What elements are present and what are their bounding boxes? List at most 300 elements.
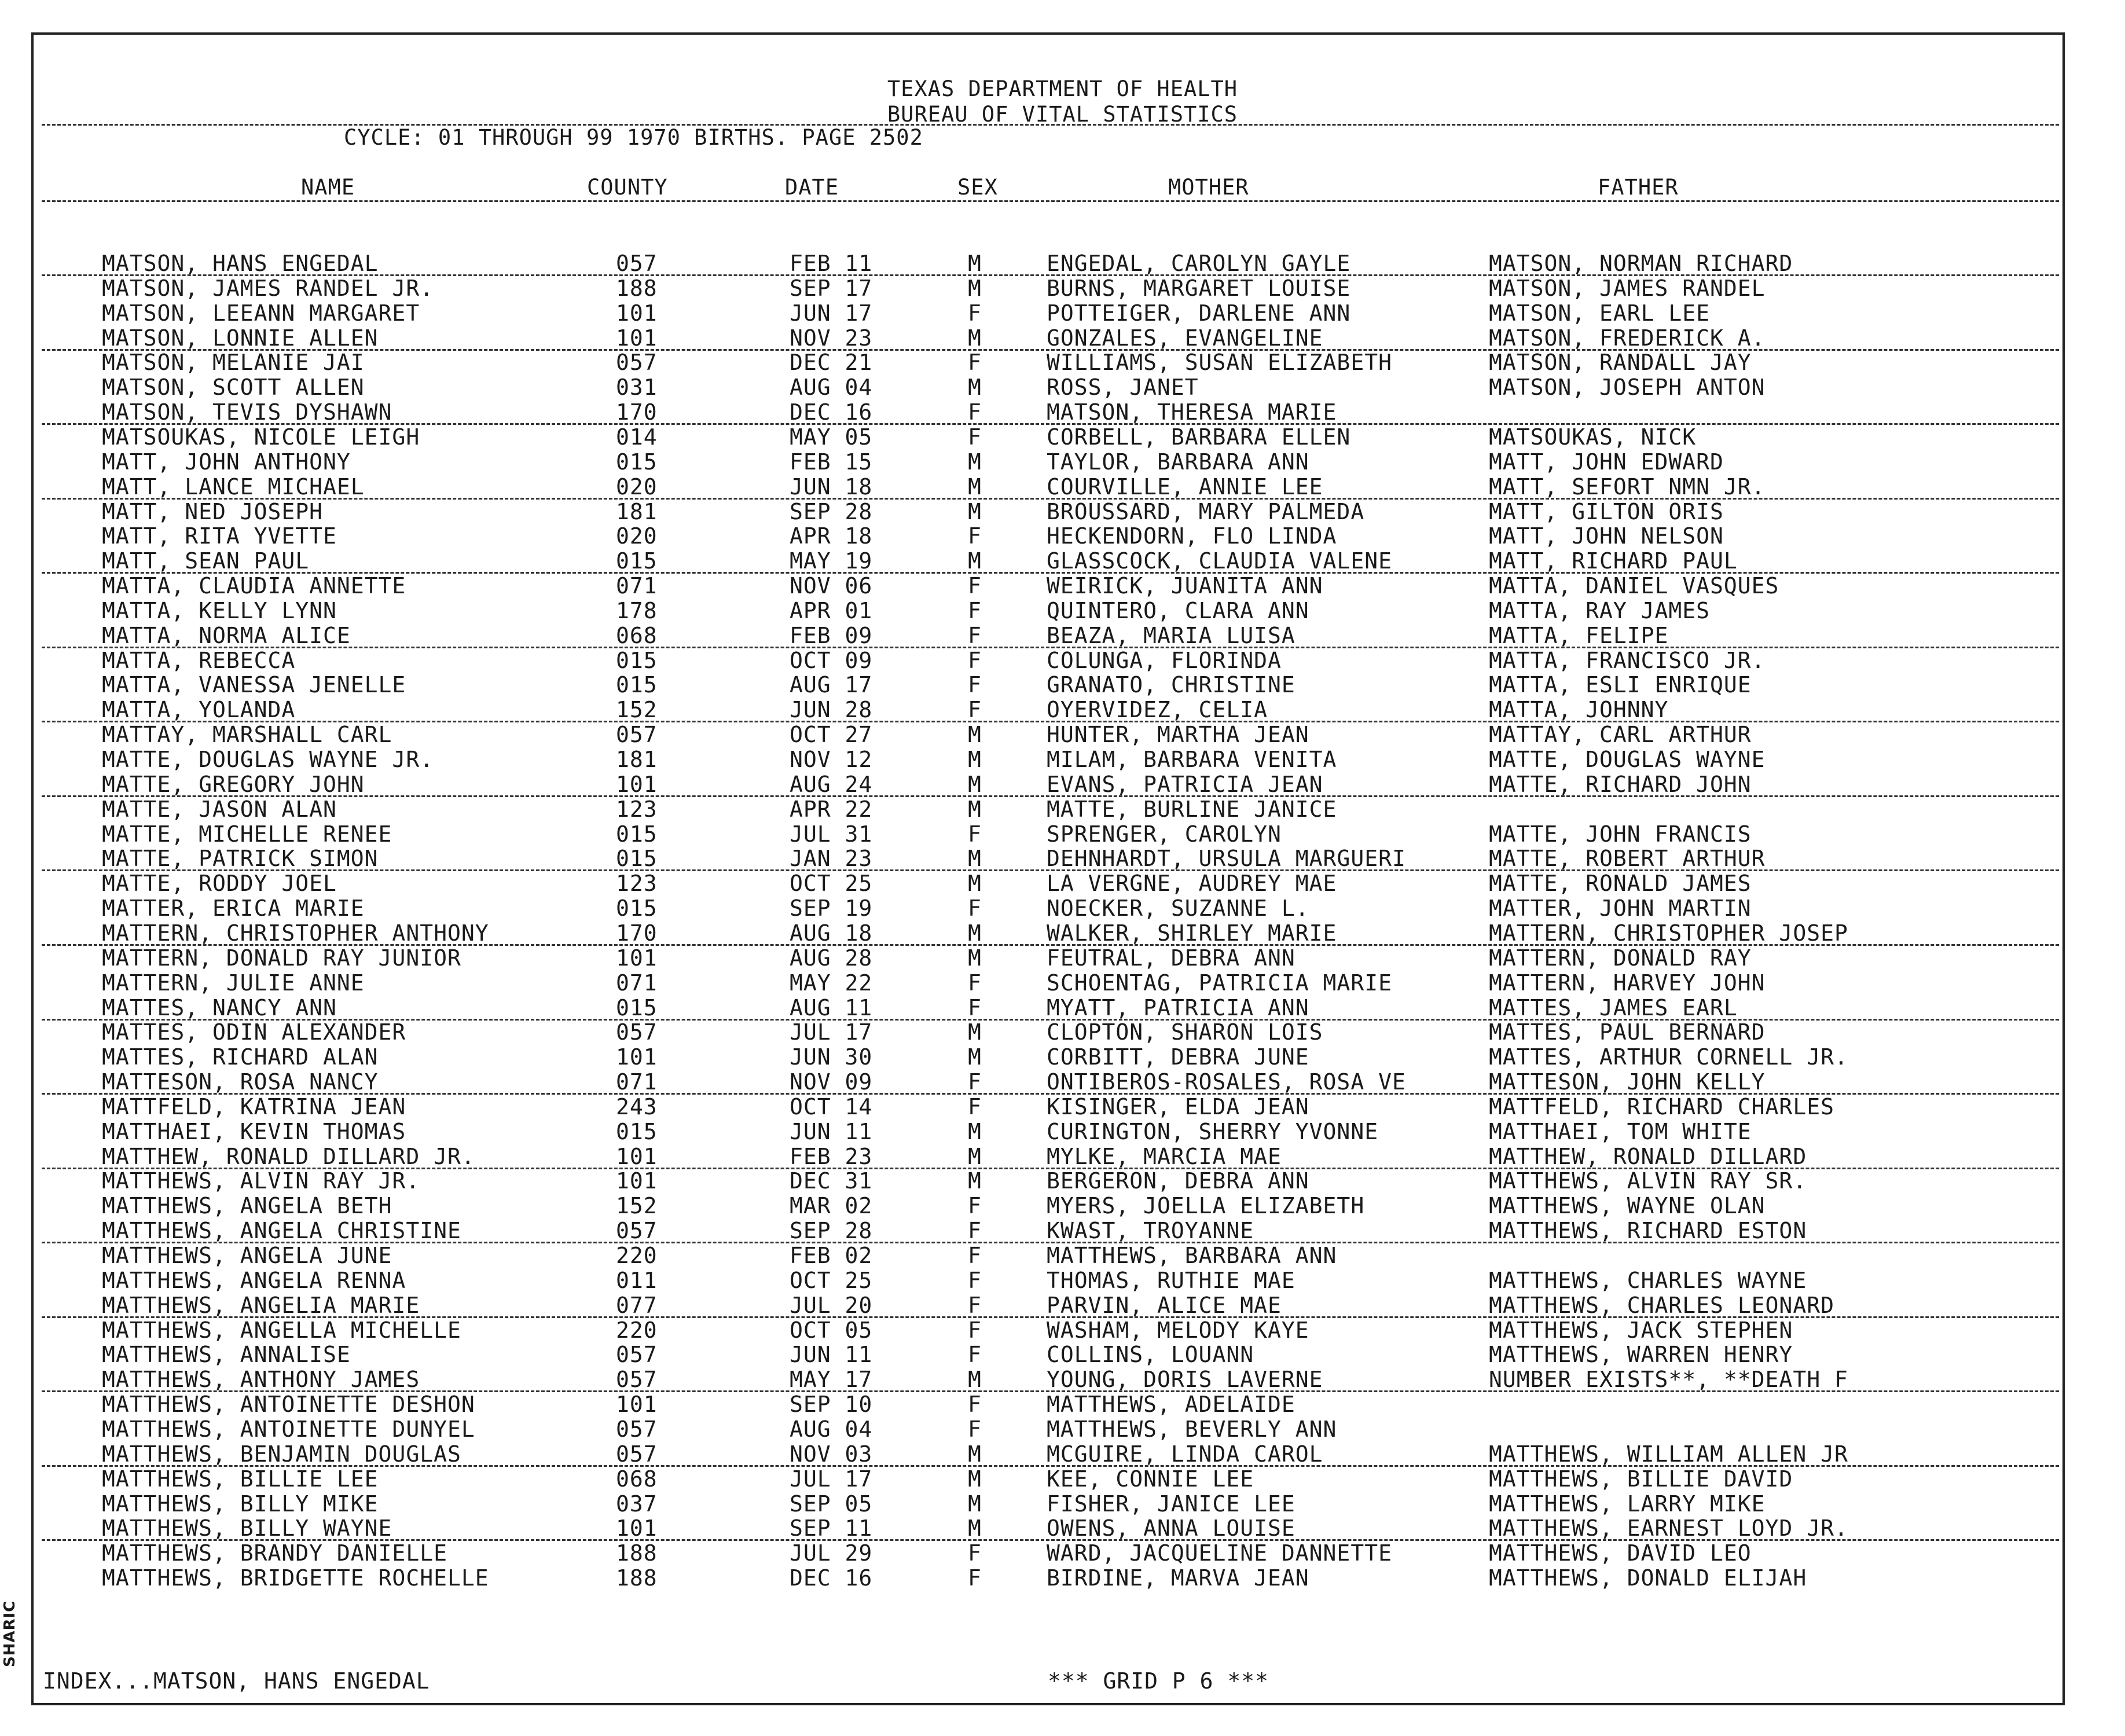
cell-sex: M: [968, 722, 982, 748]
table-row: [0, 673, 2125, 698]
cell-county: 057: [616, 722, 658, 748]
cell-county: 057: [616, 1218, 658, 1244]
cell-father: MATTESON, JOHN KELLY: [1489, 1069, 1766, 1095]
cell-father: MATT, SEFORT NMN JR.: [1489, 474, 1766, 500]
cell-father: MATTES, ARTHUR CORNELL JR.: [1489, 1044, 1848, 1070]
cell-name: MATSON, LONNIE ALLEN: [102, 325, 379, 351]
cell-sex: F: [968, 1540, 982, 1566]
cell-father: MATT, GILTON ORIS: [1489, 498, 1724, 524]
table-row: [0, 500, 2125, 524]
cell-date: FEB 15: [790, 449, 873, 475]
cell-mother: CURINGTON, SHERRY YVONNE: [1047, 1118, 1379, 1144]
cell-sex: M: [968, 1168, 982, 1194]
cell-county: 071: [616, 1069, 658, 1095]
table-row: [0, 846, 2125, 871]
cell-county: 101: [616, 771, 658, 797]
cell-sex: F: [968, 1392, 982, 1418]
cell-father: MATTHEWS, JACK STEPHEN: [1489, 1317, 1793, 1343]
table-row: [0, 301, 2125, 326]
cell-name: MATTA, VANESSA JENELLE: [102, 672, 406, 698]
cell-father: MATTA, FELIPE: [1489, 622, 1669, 648]
cell-father: MATTA, ESLI ENRIQUE: [1489, 672, 1752, 698]
cell-name: MATTERN, CHRISTOPHER ANTHONY: [102, 920, 489, 946]
cell-name: MATTA, NORMA ALICE: [102, 622, 351, 648]
cell-county: 015: [616, 994, 658, 1021]
cell-father: MATTERN, DONALD RAY: [1489, 945, 1752, 971]
cell-sex: F: [968, 1565, 982, 1591]
index-line: INDEX...MATSON, HANS ENGEDAL: [43, 1668, 430, 1694]
table-row: [0, 375, 2125, 400]
cell-name: MATTAY, MARSHALL CARL: [102, 722, 392, 748]
column-header-date: DATE: [785, 175, 839, 200]
cell-name: MATTHEWS, ANTHONY JAMES: [102, 1367, 420, 1393]
cell-mother: DEHNHARDT, URSULA MARGUERI: [1047, 846, 1406, 872]
table-row: [0, 599, 2125, 623]
cell-father: MATSON, NORMAN RICHARD: [1489, 251, 1793, 276]
table-row: [0, 1392, 2125, 1417]
table-row: [0, 1492, 2125, 1517]
cell-mother: GLASSCOCK, CLAUDIA VALENE: [1047, 548, 1392, 574]
cell-name: MATTA, KELLY LYNN: [102, 597, 337, 623]
table-row: [0, 1516, 2125, 1541]
cell-sex: M: [968, 1044, 982, 1070]
cell-sex: M: [968, 771, 982, 797]
table-row: [0, 896, 2125, 921]
cell-county: 037: [616, 1491, 658, 1517]
cell-name: MATT, LANCE MICHAEL: [102, 474, 365, 500]
cell-mother: MYATT, PATRICIA ANN: [1047, 994, 1309, 1021]
cell-name: MATSON, TEVIS DYSHAWN: [102, 399, 392, 425]
cell-mother: CORBELL, BARBARA ELLEN: [1047, 424, 1351, 450]
cell-date: SEP 05: [790, 1491, 873, 1517]
cell-mother: NOECKER, SUZANNE L.: [1047, 895, 1309, 922]
cell-county: 220: [616, 1243, 658, 1268]
cell-sex: F: [968, 895, 982, 922]
cell-mother: OYERVIDEZ, CELIA: [1047, 697, 1268, 723]
cell-name: MATSON, JAMES RANDEL JR.: [102, 275, 434, 301]
cell-father: MATTHAEI, TOM WHITE: [1489, 1118, 1752, 1144]
cell-mother: MATTHEWS, BARBARA ANN: [1047, 1243, 1337, 1268]
cell-sex: F: [968, 350, 982, 376]
cell-county: 015: [616, 821, 658, 847]
table-row: [0, 251, 2125, 276]
cell-sex: M: [968, 325, 982, 351]
cell-mother: CORBITT, DEBRA JUNE: [1047, 1044, 1309, 1070]
cell-sex: F: [968, 573, 982, 599]
cell-father: MATTE, RICHARD JOHN: [1489, 771, 1752, 797]
cell-mother: GRANATO, CHRISTINE: [1047, 672, 1295, 698]
cell-date: OCT 25: [790, 1267, 873, 1293]
table-row: [0, 1367, 2125, 1392]
cell-father: MATTHEWS, CHARLES WAYNE: [1489, 1267, 1807, 1293]
cell-date: FEB 09: [790, 622, 873, 648]
cell-father: MATTERN, HARVEY JOHN: [1489, 970, 1766, 996]
cell-county: 020: [616, 523, 658, 549]
cell-date: JUN 17: [790, 300, 873, 326]
cell-sex: F: [968, 1292, 982, 1318]
cell-father: MATTE, DOUGLAS WAYNE: [1489, 747, 1766, 772]
cell-county: 031: [616, 375, 658, 401]
cell-date: NOV 12: [790, 747, 873, 772]
cell-name: MATT, SEAN PAUL: [102, 548, 310, 574]
cell-father: MATT, JOHN EDWARD: [1489, 449, 1724, 475]
cell-sex: F: [968, 1243, 982, 1268]
cell-sex: M: [968, 275, 982, 301]
column-header-sex: SEX: [957, 175, 998, 200]
cell-sex: F: [968, 622, 982, 648]
cell-date: MAY 17: [790, 1367, 873, 1393]
cell-county: 170: [616, 920, 658, 946]
column-header-name: NAME: [301, 175, 355, 200]
cell-date: AUG 04: [790, 375, 873, 401]
cell-date: JUN 18: [790, 474, 873, 500]
cell-name: MATTHEWS, ANGELA RENNA: [102, 1267, 406, 1293]
cell-mother: PARVIN, ALICE MAE: [1047, 1292, 1282, 1318]
cycle-line: CYCLE: 01 THROUGH 99 1970 BIRTHS. PAGE 2502: [344, 125, 923, 150]
table-row: [0, 549, 2125, 574]
cell-mother: BURNS, MARGARET LOUISE: [1047, 275, 1351, 301]
cell-name: MATTHEWS, ALVIN RAY JR.: [102, 1168, 420, 1194]
table-row: [0, 524, 2125, 549]
cell-mother: THOMAS, RUTHIE MAE: [1047, 1267, 1295, 1293]
cell-sex: M: [968, 747, 982, 772]
cell-mother: BROUSSARD, MARY PALMEDA: [1047, 498, 1365, 524]
cell-name: MATSON, SCOTT ALLEN: [102, 375, 365, 401]
cell-sex: M: [968, 1367, 982, 1393]
cell-mother: MATTHEWS, ADELAIDE: [1047, 1392, 1295, 1418]
table-row: [0, 1144, 2125, 1169]
table-row: [0, 1566, 2125, 1591]
cell-name: MATTHEW, RONALD DILLARD JR.: [102, 1143, 475, 1169]
cell-mother: SPRENGER, CAROLYN: [1047, 821, 1282, 847]
table-row: [0, 871, 2125, 896]
cell-date: JAN 23: [790, 846, 873, 872]
cell-mother: KISINGER, ELDA JEAN: [1047, 1093, 1309, 1120]
cell-father: MATTE, ROBERT ARTHUR: [1489, 846, 1766, 872]
cell-sex: F: [968, 1317, 982, 1343]
cell-date: SEP 28: [790, 498, 873, 524]
cell-date: NOV 06: [790, 573, 873, 599]
cell-county: 243: [616, 1093, 658, 1120]
cell-county: 015: [616, 449, 658, 475]
cell-county: 068: [616, 622, 658, 648]
table-row: [0, 623, 2125, 648]
cell-county: 057: [616, 1441, 658, 1467]
bureau-title: BUREAU OF VITAL STATISTICS: [887, 102, 1238, 127]
cell-sex: M: [968, 1466, 982, 1492]
cell-sex: F: [968, 1193, 982, 1219]
cell-sex: F: [968, 1218, 982, 1244]
cell-father: MATTHEWS, BILLIE DAVID: [1489, 1466, 1793, 1492]
cell-mother: WEIRICK, JUANITA ANN: [1047, 573, 1323, 599]
cell-mother: KWAST, TROYANNE: [1047, 1218, 1254, 1244]
cell-date: JUN 30: [790, 1044, 873, 1070]
cell-sex: F: [968, 1416, 982, 1442]
cell-sex: M: [968, 796, 982, 822]
department-title: TEXAS DEPARTMENT OF HEALTH: [887, 76, 1238, 101]
table-row: [0, 996, 2125, 1021]
cell-mother: BEAZA, MARIA LUISA: [1047, 622, 1295, 648]
cell-mother: QUINTERO, CLARA ANN: [1047, 597, 1309, 623]
table-row: [0, 1342, 2125, 1367]
cell-father: MATTA, FRANCISCO JR.: [1489, 647, 1766, 673]
cell-sex: M: [968, 1143, 982, 1169]
cell-county: 014: [616, 424, 658, 450]
cell-father: MATSON, EARL LEE: [1489, 300, 1711, 326]
cell-date: AUG 24: [790, 771, 873, 797]
table-row: [0, 1467, 2125, 1492]
cell-father: MATSON, FREDERICK A.: [1489, 325, 1766, 351]
table-row: [0, 425, 2125, 450]
cell-mother: WASHAM, MELODY KAYE: [1047, 1317, 1309, 1343]
cell-father: MATTES, PAUL BERNARD: [1489, 1019, 1766, 1045]
cell-father: MATTHEW, RONALD DILLARD: [1489, 1143, 1807, 1169]
cell-sex: M: [968, 1118, 982, 1144]
cell-name: MATTA, REBECCA: [102, 647, 296, 673]
cell-mother: MYLKE, MARCIA MAE: [1047, 1143, 1282, 1169]
cell-county: 188: [616, 1540, 658, 1566]
cell-father: MATTHEWS, RICHARD ESTON: [1489, 1218, 1807, 1244]
cell-date: AUG 18: [790, 920, 873, 946]
table-row: [0, 1243, 2125, 1268]
cell-father: MATTER, JOHN MARTIN: [1489, 895, 1752, 922]
cell-county: 181: [616, 498, 658, 524]
cell-county: 181: [616, 747, 658, 772]
cell-father: MATT, RICHARD PAUL: [1489, 548, 1738, 574]
cell-date: MAY 22: [790, 970, 873, 996]
cell-mother: COLLINS, LOUANN: [1047, 1342, 1254, 1368]
cell-county: 123: [616, 871, 658, 897]
cell-mother: SCHOENTAG, PATRICIA MARIE: [1047, 970, 1392, 996]
cell-mother: WARD, JACQUELINE DANNETTE: [1047, 1540, 1392, 1566]
cell-county: 170: [616, 399, 658, 425]
cell-date: SEP 19: [790, 895, 873, 922]
cell-father: MATTHEWS, DAVID LEO: [1489, 1540, 1752, 1566]
side-label: SHARIC: [1, 1600, 19, 1667]
table-row: [0, 1169, 2125, 1194]
cell-father: MATTHEWS, CHARLES LEONARD: [1489, 1292, 1834, 1318]
table-row: [0, 921, 2125, 946]
cell-mother: BERGERON, DEBRA ANN: [1047, 1168, 1309, 1194]
cell-sex: M: [968, 251, 982, 276]
cell-sex: F: [968, 1093, 982, 1120]
cell-mother: ENGEDAL, CAROLYN GAYLE: [1047, 251, 1351, 276]
cell-father: MATTHEWS, WARREN HENRY: [1489, 1342, 1793, 1368]
table-row: [0, 1268, 2125, 1293]
cell-mother: MYERS, JOELLA ELIZABETH: [1047, 1193, 1365, 1219]
table-row: [0, 1541, 2125, 1566]
cell-date: NOV 03: [790, 1441, 873, 1467]
cell-sex: M: [968, 1491, 982, 1517]
cell-county: 101: [616, 1044, 658, 1070]
cell-name: MATTE, MICHELLE RENEE: [102, 821, 392, 847]
cell-father: MATTHEWS, ALVIN RAY SR.: [1489, 1168, 1807, 1194]
cell-date: JUL 29: [790, 1540, 873, 1566]
cell-date: SEP 11: [790, 1515, 873, 1542]
cell-sex: F: [968, 821, 982, 847]
cell-sex: F: [968, 994, 982, 1021]
cell-county: 123: [616, 796, 658, 822]
cell-county: 057: [616, 1367, 658, 1393]
table-row: [0, 450, 2125, 475]
cell-name: MATTHEWS, BRIDGETTE ROCHELLE: [102, 1565, 489, 1591]
cell-date: JUL 20: [790, 1292, 873, 1318]
cell-sex: F: [968, 1069, 982, 1095]
cell-date: AUG 17: [790, 672, 873, 698]
cell-name: MATSOUKAS, NICOLE LEIGH: [102, 424, 420, 450]
cell-mother: ONTIBEROS-ROSALES, ROSA VE: [1047, 1069, 1406, 1095]
cell-name: MATTESON, ROSA NANCY: [102, 1069, 379, 1095]
table-row: [0, 475, 2125, 500]
cell-county: 057: [616, 1416, 658, 1442]
cell-sex: F: [968, 697, 982, 723]
cell-date: APR 18: [790, 523, 873, 549]
cell-sex: M: [968, 920, 982, 946]
cell-county: 152: [616, 1193, 658, 1219]
cell-date: MAY 05: [790, 424, 873, 450]
cell-sex: F: [968, 970, 982, 996]
cell-date: OCT 09: [790, 647, 873, 673]
cell-mother: EVANS, PATRICIA JEAN: [1047, 771, 1323, 797]
cell-name: MATTHEWS, ANGELA BETH: [102, 1193, 392, 1219]
table-row: [0, 698, 2125, 722]
cell-sex: M: [968, 871, 982, 897]
cell-date: AUG 11: [790, 994, 873, 1021]
grid-label: *** GRID P 6 ***: [1048, 1668, 1269, 1694]
cell-father: NUMBER EXISTS**, **DEATH F: [1489, 1367, 1848, 1393]
cell-date: NOV 09: [790, 1069, 873, 1095]
cell-name: MATTHEWS, ANGELIA MARIE: [102, 1292, 420, 1318]
table-row: [0, 326, 2125, 351]
cell-name: MATT, NED JOSEPH: [102, 498, 324, 524]
table-row: [0, 1417, 2125, 1442]
cell-name: MATTE, PATRICK SIMON: [102, 846, 379, 872]
table-row: [0, 1293, 2125, 1318]
table-row: [0, 822, 2125, 847]
cell-mother: YOUNG, DORIS LAVERNE: [1047, 1367, 1323, 1393]
cell-date: JUL 31: [790, 821, 873, 847]
cell-name: MATTE, JASON ALAN: [102, 796, 337, 822]
cell-county: 188: [616, 275, 658, 301]
cell-name: MATT, JOHN ANTHONY: [102, 449, 351, 475]
cell-date: MAR 02: [790, 1193, 873, 1219]
cell-date: JUN 11: [790, 1118, 873, 1144]
cell-county: 015: [616, 846, 658, 872]
cell-date: DEC 31: [790, 1168, 873, 1194]
table-row: [0, 1120, 2125, 1144]
cell-sex: M: [968, 474, 982, 500]
column-header-rule: [42, 200, 2059, 202]
cell-father: MATTE, RONALD JAMES: [1489, 871, 1752, 897]
cell-county: 101: [616, 945, 658, 971]
cell-county: 015: [616, 548, 658, 574]
cell-father: MATSON, JAMES RANDEL: [1489, 275, 1766, 301]
cell-sex: F: [968, 399, 982, 425]
cell-name: MATTES, ODIN ALEXANDER: [102, 1019, 406, 1045]
cell-father: MATTFELD, RICHARD CHARLES: [1489, 1093, 1834, 1120]
cell-date: JUN 28: [790, 697, 873, 723]
cell-sex: F: [968, 300, 982, 326]
table-row: [0, 1318, 2125, 1343]
cell-sex: F: [968, 424, 982, 450]
table-row: [0, 946, 2125, 971]
cell-county: 020: [616, 474, 658, 500]
cell-sex: F: [968, 597, 982, 623]
cell-father: MATTAY, CARL ARTHUR: [1489, 722, 1752, 748]
cell-county: 057: [616, 350, 658, 376]
cell-date: OCT 25: [790, 871, 873, 897]
cell-sex: M: [968, 846, 982, 872]
cell-county: 057: [616, 1342, 658, 1368]
cell-sex: F: [968, 672, 982, 698]
cell-county: 015: [616, 895, 658, 922]
cell-county: 015: [616, 1118, 658, 1144]
cell-father: MATTERN, CHRISTOPHER JOSEP: [1489, 920, 1848, 946]
cell-date: DEC 16: [790, 399, 873, 425]
cell-mother: MATSON, THERESA MARIE: [1047, 399, 1337, 425]
cell-name: MATTE, RODDY JOEL: [102, 871, 337, 897]
cell-date: SEP 10: [790, 1392, 873, 1418]
cell-sex: M: [968, 1515, 982, 1542]
cell-name: MATTERN, DONALD RAY JUNIOR: [102, 945, 461, 971]
cell-county: 011: [616, 1267, 658, 1293]
column-header-mother: MOTHER: [1168, 175, 1249, 200]
cell-mother: FISHER, JANICE LEE: [1047, 1491, 1295, 1517]
cell-name: MATTE, DOUGLAS WAYNE JR.: [102, 747, 434, 772]
cell-mother: ROSS, JANET: [1047, 375, 1199, 401]
cell-mother: MILAM, BARBARA VENITA: [1047, 747, 1337, 772]
cell-mother: BIRDINE, MARVA JEAN: [1047, 1565, 1309, 1591]
cell-sex: M: [968, 548, 982, 574]
cell-date: NOV 23: [790, 325, 873, 351]
table-row: [0, 276, 2125, 301]
cell-date: FEB 11: [790, 251, 873, 276]
cell-father: MATSON, JOSEPH ANTON: [1489, 375, 1766, 401]
cell-sex: M: [968, 449, 982, 475]
cell-date: AUG 04: [790, 1416, 873, 1442]
cell-date: APR 22: [790, 796, 873, 822]
column-header-father: FATHER: [1598, 175, 1679, 200]
cell-county: 188: [616, 1565, 658, 1591]
cell-name: MATSON, HANS ENGEDAL: [102, 251, 379, 276]
cell-sex: M: [968, 945, 982, 971]
table-row: [0, 1442, 2125, 1467]
cell-sex: F: [968, 1267, 982, 1293]
cell-date: JUL 17: [790, 1019, 873, 1045]
cell-mother: CLOPTON, SHARON LOIS: [1047, 1019, 1323, 1045]
cell-father: MATTA, DANIEL VASQUES: [1489, 573, 1779, 599]
table-row: [0, 797, 2125, 822]
cell-father: MATTES, JAMES EARL: [1489, 994, 1738, 1021]
cell-name: MATT, RITA YVETTE: [102, 523, 337, 549]
cell-sex: F: [968, 523, 982, 549]
cell-date: FEB 23: [790, 1143, 873, 1169]
cell-name: MATTHEWS, ANTOINETTE DUNYEL: [102, 1416, 475, 1442]
cell-name: MATTHEWS, ANGELA CHRISTINE: [102, 1218, 461, 1244]
cell-county: 101: [616, 1515, 658, 1542]
cell-mother: HECKENDORN, FLO LINDA: [1047, 523, 1337, 549]
table-row: [0, 1194, 2125, 1218]
cell-date: JUL 17: [790, 1466, 873, 1492]
cell-date: OCT 14: [790, 1093, 873, 1120]
cell-name: MATTHEWS, BILLIE LEE: [102, 1466, 379, 1492]
cell-date: SEP 17: [790, 275, 873, 301]
cell-father: MATTHEWS, WAYNE OLAN: [1489, 1193, 1766, 1219]
cell-mother: TAYLOR, BARBARA ANN: [1047, 449, 1309, 475]
cell-name: MATTES, RICHARD ALAN: [102, 1044, 379, 1070]
cell-county: 068: [616, 1466, 658, 1492]
cell-mother: WILLIAMS, SUSAN ELIZABETH: [1047, 350, 1392, 376]
